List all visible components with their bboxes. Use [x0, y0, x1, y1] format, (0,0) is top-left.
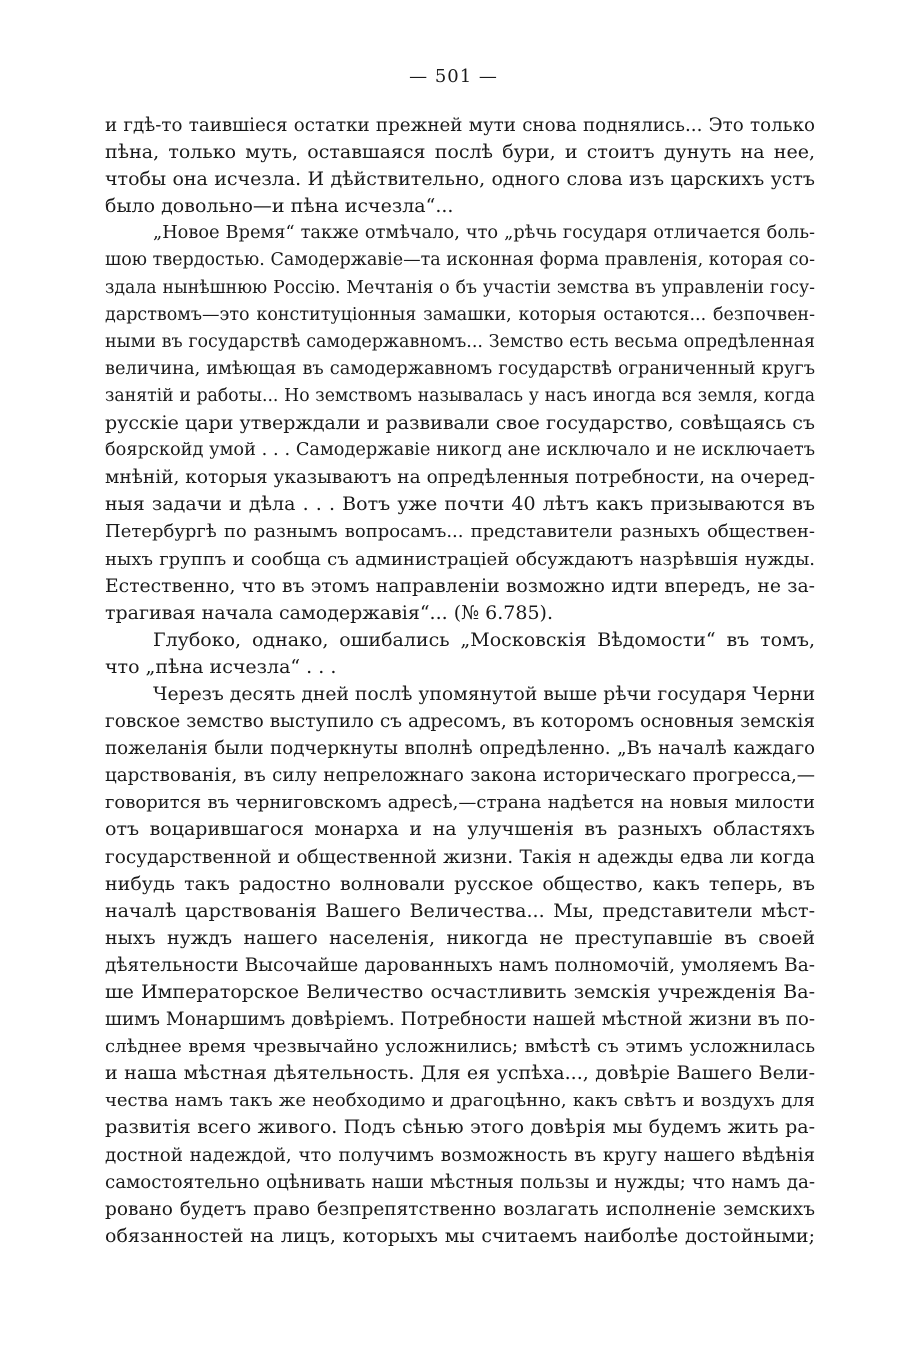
text-line: здала нынѣшнюю Россію. Мечтанія о бъ участіи земства въ управленіи госу-: [105, 277, 815, 298]
text-line: отъ воцарившагося монарха и на улучшенія въ разныхъ областяхъ: [105, 818, 815, 841]
text-line: русскіе цари утверждали и развивали свое государство, совѣщаясь съ: [105, 412, 815, 435]
text-line: было довольно—и пѣна исчезла“...: [105, 195, 454, 218]
text-line: нибудь такъ радостно волновали русское общество, какъ теперь, въ: [105, 872, 815, 895]
text-line: достной надеждой, что получимъ возможность въ кругу нашего вѣдѣнія: [105, 1144, 815, 1166]
text-line: мнѣній, которыя указываютъ на опредѣленныя потребности, на очеред-: [105, 467, 815, 489]
text-line: чества намъ такъ же необходимо и драгоцѣнно, какъ свѣтъ и воздухъ для: [105, 1090, 815, 1112]
text-line: развитія всего живого. Подъ сѣнью этого довѣрія мы будемъ жить ра-: [105, 1116, 815, 1139]
text-line: шимъ Монаршимъ довѣріемъ. Потребности нашей мѣстной жизни въ по-: [105, 1009, 815, 1031]
text-line: Петербургѣ по разнымъ вопросамъ... представители разныхъ обществен-: [105, 521, 815, 543]
text-line: что „пѣна исчезла“ . . .: [105, 655, 337, 678]
text-line: слѣднее время чрезвычайно усложнились; вмѣстѣ съ этимъ усложнилась: [105, 1036, 815, 1058]
text-line: пожеланія были подчеркнуты вполнѣ опредѣленно. „Въ началѣ каждаго: [105, 738, 815, 760]
text-line: дарствомъ—это конституціонныя замашки, которыя остаются... безпочвен-: [105, 304, 815, 325]
text-line: и гдѣ-то таившіеся остатки прежней мути снова поднялись... Это только: [105, 115, 815, 136]
text-line: Естественно, что въ этомъ направленіи возможно идти впередъ, не за-: [105, 575, 815, 597]
text-line: чтобы она исчезла. И дѣйствительно, одного слова изъ царскихъ устъ: [105, 168, 815, 191]
text-line: „Новое Время“ также отмѣчало, что „рѣчь государя отличается боль-: [153, 223, 815, 244]
text-line: величина, имѣющая въ самодержавномъ государствѣ ограниченный кругъ: [105, 358, 815, 379]
text-line: трагивая начала самодержавія“... (№ 6.785).: [105, 601, 553, 624]
text-line: и наша мѣстная дѣятельность. Для ея успѣха..., довѣріе Вашего Вели-: [105, 1062, 815, 1085]
text-line: самостоятельно оцѣнивать наши мѣстныя пользы и нужды; что намъ да-: [105, 1171, 815, 1193]
text-line: ныхъ нуждъ нашего населенія, никогда не преступавшіе въ своей: [105, 926, 815, 949]
text-line: дѣятельности Высочайше дарованныхъ намъ полномочій, умоляемъ Ва-: [105, 954, 815, 976]
text-line: ровано будетъ право безпрепятственно возлагать исполненіе земскихъ: [105, 1198, 815, 1220]
text-line: ными въ государствѣ самодержавномъ... Земство есть весьма опредѣленная: [105, 331, 815, 352]
text-line: царствованія, въ силу непреложнаго закона историческаго прогресса,—: [105, 765, 815, 787]
text-line: Черезъ десять дней послѣ упомянутой выше рѣчи государя Черни: [153, 683, 816, 705]
page-number: — 501 —: [409, 66, 498, 87]
text-line: Глубоко, однако, ошибались „Московскія Вѣдомости“ въ томъ,: [153, 628, 815, 651]
text-line: говорится въ черниговскомъ адресѣ,—страна надѣется на новыя милости: [105, 792, 815, 814]
body-text: [105, 112, 815, 1250]
text-line: ныхъ группъ и сообща съ администраціей обсуждаютъ назрѣвшія нужды.: [105, 548, 815, 570]
text-line: шою твердостью. Самодержавіе—та исконная форма правленія, которая со-: [105, 250, 815, 271]
text-line: говское земство выступило съ адресомъ, въ которомъ основныя земскія: [105, 711, 815, 733]
text-line: началѣ царствованія Вашего Величества... Мы, представители мѣст-: [105, 899, 815, 922]
text-line: ныя задачи и дѣла . . . Вотъ уже почти 40 лѣтъ какъ призываются въ: [105, 493, 815, 516]
text-line: ше Императорское Величество осчастливить земскія учрежденія Ва-: [105, 981, 815, 1003]
text-line: боярскойд умой . . . Самодержавіе никогд ане исключало и не исключаетъ: [105, 440, 815, 461]
text-line: занятій и работы... Но земствомъ называлась у насъ иногда вся земля, когда: [105, 385, 815, 406]
text-line: пѣна, только муть, оставшаяся послѣ бури, и стоитъ дунуть на нее,: [105, 141, 815, 164]
text-line: обязанностей на лицъ, которыхъ мы считаемъ наиболѣе достойными;: [105, 1224, 815, 1247]
text-line: государственной и общественной жизни. Такія н адежды едва ли когда: [105, 846, 815, 868]
